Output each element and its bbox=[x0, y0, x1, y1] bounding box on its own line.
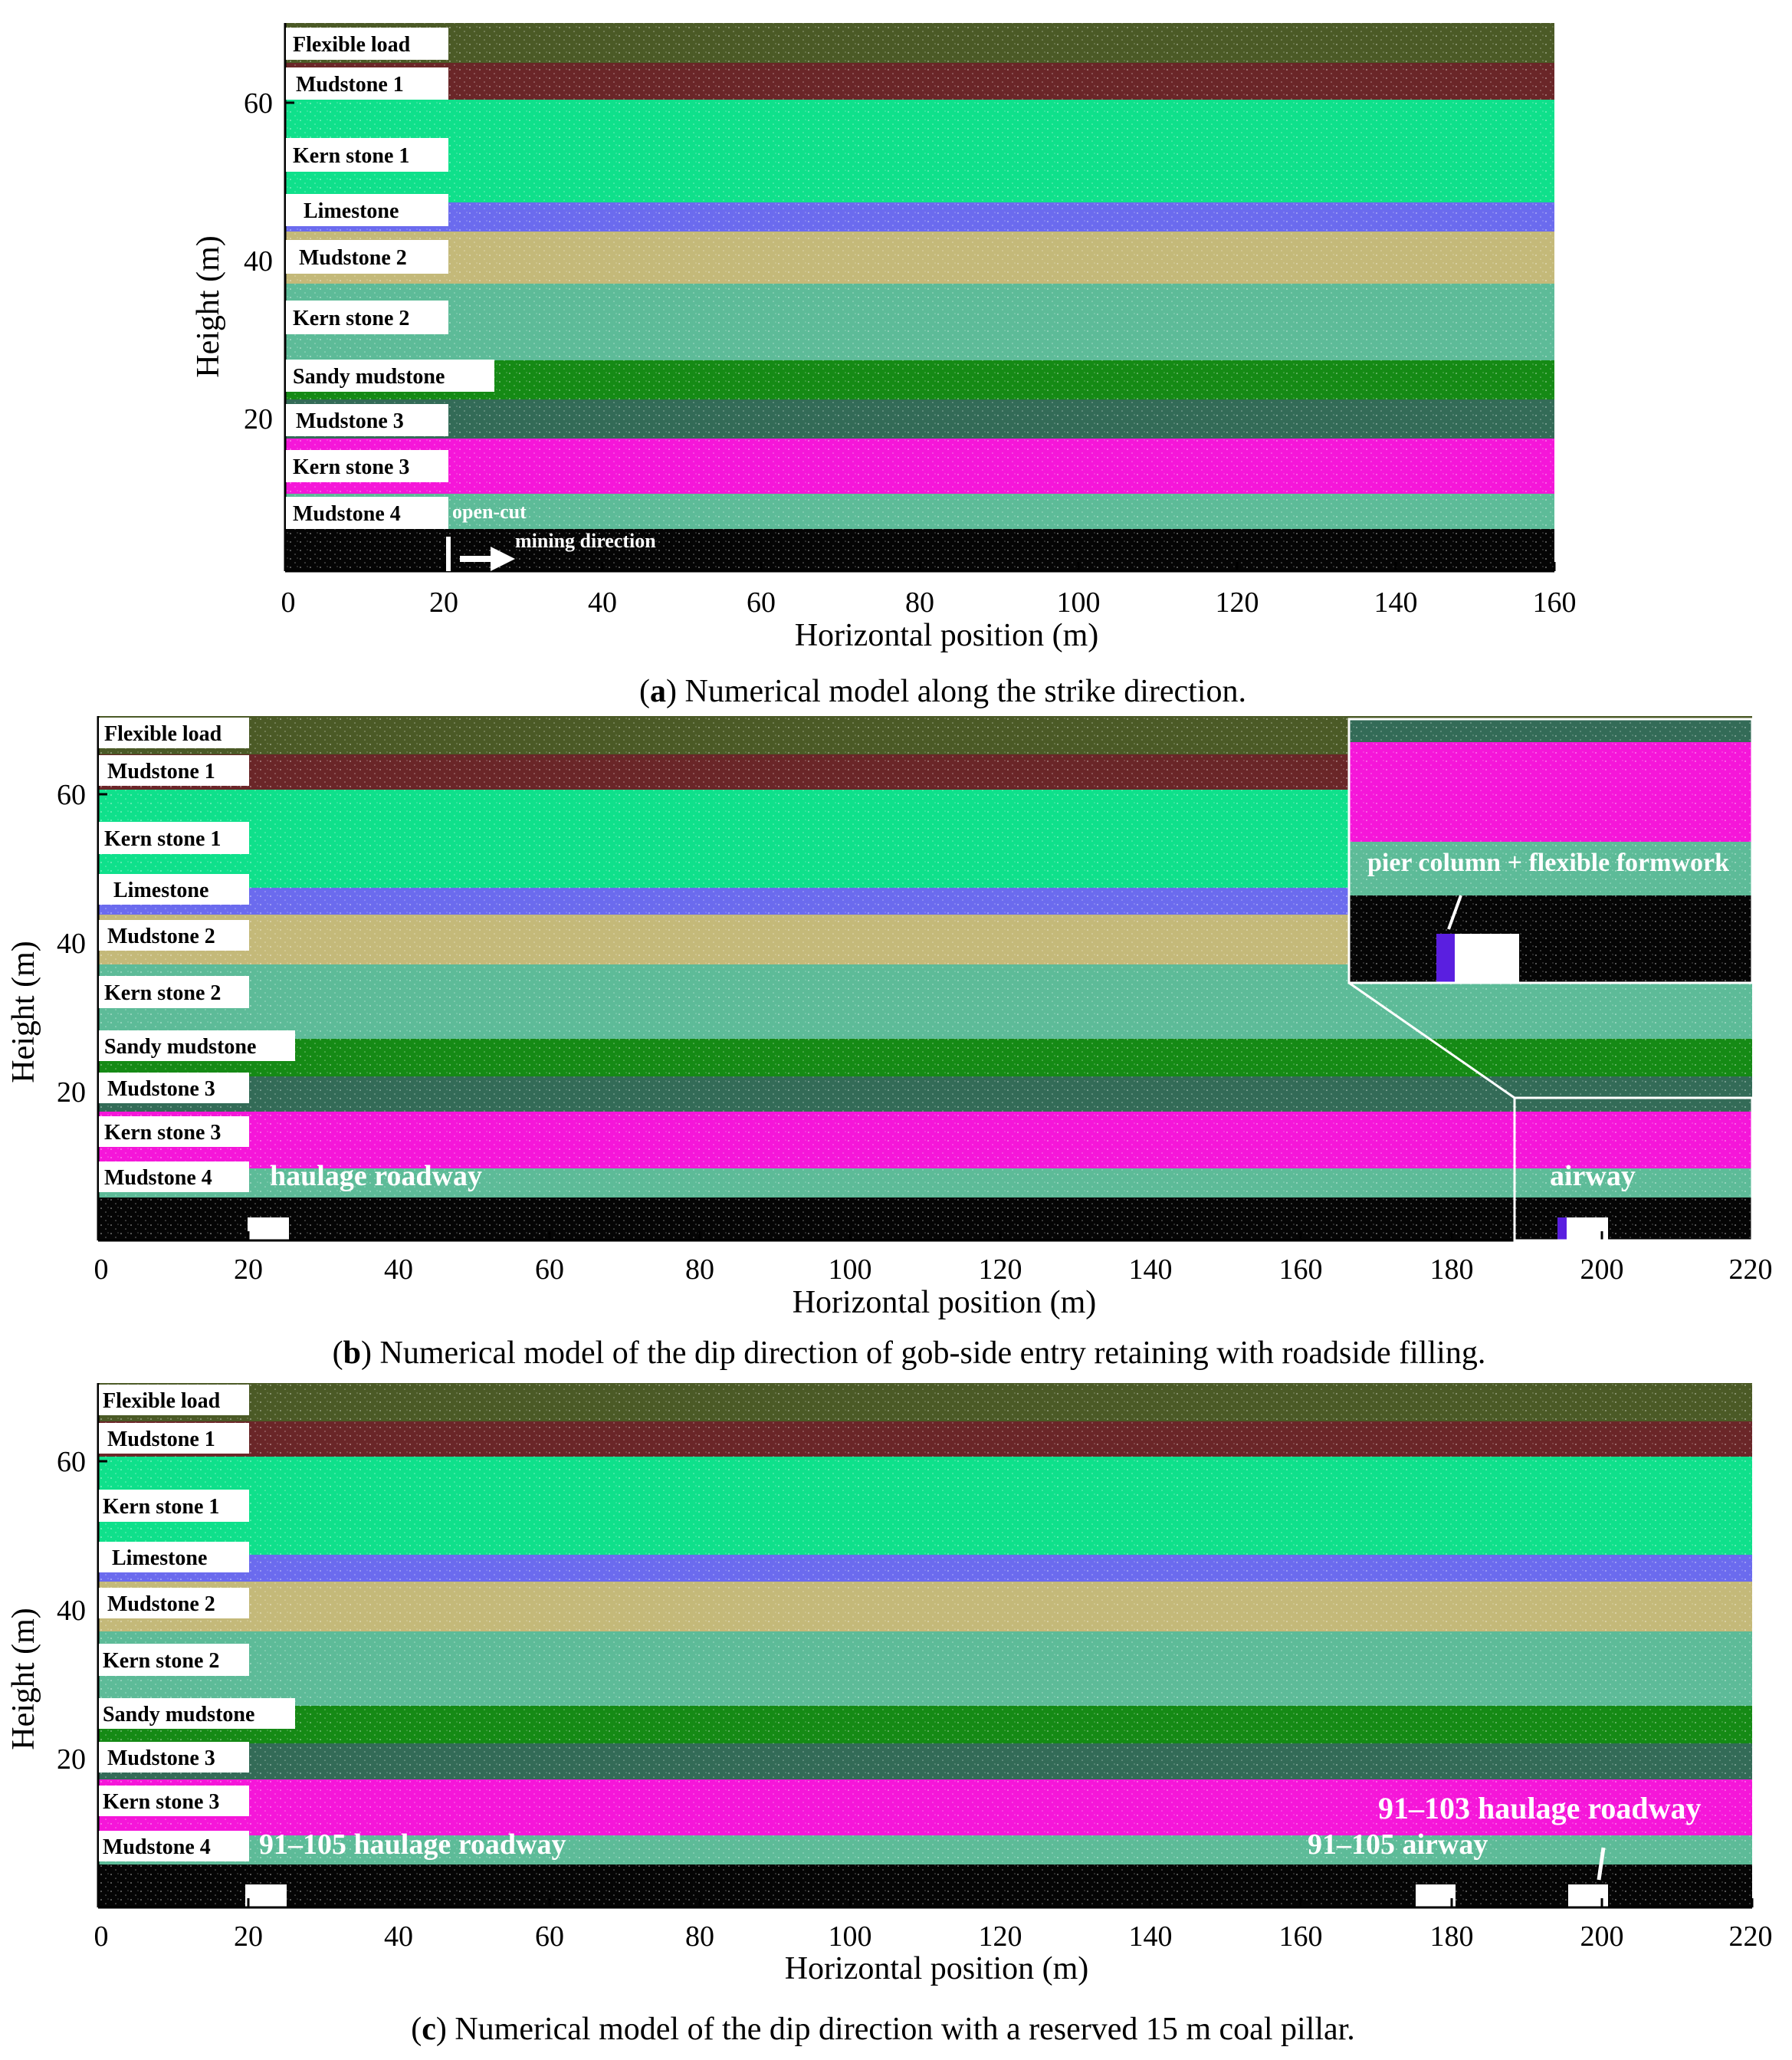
panel-b-y-tick-20: 20 bbox=[57, 1076, 86, 1109]
panel-b-label-flexible-load: Flexible load bbox=[104, 722, 222, 746]
panel-c-label-mudstone-2: Mudstone 2 bbox=[107, 1592, 215, 1616]
panel-c-91-105-airway-label: 91–105 airway bbox=[1308, 1828, 1488, 1861]
panel-b-x-tick-140: 140 bbox=[1128, 1253, 1173, 1286]
panel-a-y-tick-60: 60 bbox=[244, 87, 273, 120]
panel-a-label-mudstone-1: Mudstone 1 bbox=[296, 73, 404, 97]
panel-c-x-tick-100: 100 bbox=[828, 1920, 872, 1953]
panel-a-y-tick-40: 40 bbox=[244, 245, 273, 278]
panel-c-x-tick-140: 140 bbox=[1128, 1920, 1173, 1953]
panel-c-x-tick-80: 80 bbox=[685, 1920, 714, 1953]
panel-a-x-tick-80: 80 bbox=[905, 586, 934, 619]
panel-c-x-tick-180: 180 bbox=[1429, 1920, 1474, 1953]
panel-b-caption-letter: b bbox=[343, 1336, 362, 1371]
panel-c-x-axis-title: Horizontal position (m) bbox=[784, 1951, 1089, 1986]
panel-b-haulage-roadway-opening bbox=[248, 1217, 289, 1240]
panel-b-caption-text: Numerical model of the dip direction of gob-side entry retaining with roadside filling. bbox=[379, 1336, 1486, 1371]
panel-b bbox=[6, 716, 1773, 1371]
panel-c-y-tick-20: 20 bbox=[57, 1743, 86, 1776]
panel-b-label-mudstone-3: Mudstone 3 bbox=[107, 1077, 215, 1101]
panel-a-open-cut-marker bbox=[446, 537, 451, 571]
panel-a-caption: (a) Numerical model along the strike direction. bbox=[639, 674, 1246, 709]
panel-b-zoom-inset bbox=[1349, 719, 1752, 983]
panel-c-label-kern-stone-1: Kern stone 1 bbox=[103, 1495, 220, 1519]
panel-b-airway-label: airway bbox=[1550, 1160, 1636, 1192]
panel-b-x-axis-title: Horizontal position (m) bbox=[792, 1285, 1097, 1320]
panel-b-x-tick-60: 60 bbox=[535, 1253, 564, 1286]
panel-b-y-tick-40: 40 bbox=[57, 928, 86, 960]
panel-c-x-tick-120: 120 bbox=[978, 1920, 1022, 1953]
panel-c-x-tick-0: 0 bbox=[94, 1920, 109, 1953]
panel-a-x-tick-120: 120 bbox=[1215, 586, 1259, 619]
panel-c-caption-letter: c bbox=[422, 2012, 436, 2047]
panel-a-label-kern-stone-2: Kern stone 2 bbox=[293, 307, 410, 330]
panel-c-caption: (c) Numerical model of the dip direction with a reserved 15 m coal pillar. bbox=[411, 2012, 1355, 2047]
panel-c-label-kern-stone-3: Kern stone 3 bbox=[103, 1790, 220, 1814]
panel-c-x-tick-160: 160 bbox=[1278, 1920, 1323, 1953]
panel-b-y-axis-title: Height (m) bbox=[6, 941, 41, 1083]
panel-c-91-105-airway-opening bbox=[1416, 1884, 1456, 1907]
panel-a-grain-texture bbox=[285, 23, 1554, 571]
panel-b-label-kern-stone-2: Kern stone 2 bbox=[104, 981, 222, 1005]
panel-b-x-tick-40: 40 bbox=[384, 1253, 413, 1286]
panel-a-x-tick-160: 160 bbox=[1532, 586, 1577, 619]
panel-b-label-kern-stone-1: Kern stone 1 bbox=[104, 827, 222, 851]
panel-c-label-mudstone-4: Mudstone 4 bbox=[103, 1835, 211, 1859]
panel-b-x-tick-0: 0 bbox=[94, 1253, 109, 1286]
panel-a-x-tick-60: 60 bbox=[747, 586, 776, 619]
panel-b-x-tick-200: 200 bbox=[1580, 1253, 1624, 1286]
panel-a-x-tick-40: 40 bbox=[588, 586, 617, 619]
panel-a-x-axis-title: Horizontal position (m) bbox=[794, 618, 1099, 653]
panel-b-x-tick-160: 160 bbox=[1278, 1253, 1323, 1286]
panel-b-label-sandy-mudstone: Sandy mudstone bbox=[104, 1035, 257, 1059]
panel-a-y-axis-title: Height (m) bbox=[191, 235, 226, 378]
panel-b-label-mudstone-1: Mudstone 1 bbox=[107, 760, 215, 784]
panel-a-label-flexible-load: Flexible load bbox=[293, 33, 411, 57]
panel-a-open-cut-label: open-cut bbox=[452, 501, 527, 523]
panel-a-x-tick-20: 20 bbox=[429, 586, 458, 619]
panel-b-x-tick-80: 80 bbox=[685, 1253, 714, 1286]
panel-c-x-tick-labels bbox=[94, 1920, 1773, 1953]
panel-c-label-flexible-load: Flexible load bbox=[103, 1389, 221, 1413]
panel-a-label-mudstone-3: Mudstone 3 bbox=[296, 409, 404, 433]
panel-c-label-mudstone-3: Mudstone 3 bbox=[107, 1746, 215, 1770]
panel-b-x-tick-120: 120 bbox=[978, 1253, 1022, 1286]
panel-a bbox=[191, 23, 1577, 709]
panel-c-x-tick-40: 40 bbox=[384, 1920, 413, 1953]
panel-a-x-tick-100: 100 bbox=[1056, 586, 1101, 619]
inset-airway-opening bbox=[1455, 934, 1519, 983]
panel-b-x-tick-180: 180 bbox=[1429, 1253, 1474, 1286]
panel-b-caption: (b) Numerical model of the dip direction of gob-side entry retaining with roadside filling. bbox=[332, 1336, 1486, 1371]
panel-a-caption-letter: a bbox=[650, 674, 667, 709]
panel-a-label-kern-stone-3: Kern stone 3 bbox=[293, 455, 410, 479]
panel-b-y-tick-labels bbox=[57, 779, 86, 1109]
panel-c-caption-text: Numerical model of the dip direction with a reserved 15 m coal pillar. bbox=[455, 2012, 1355, 2047]
panel-c-91-103-haulage-roadway-label: 91–103 haulage roadway bbox=[1378, 1791, 1702, 1825]
panel-c-y-axis-title: Height (m) bbox=[6, 1608, 41, 1750]
panel-c-x-tick-20: 20 bbox=[234, 1920, 263, 1953]
panel-b-x-tick-20: 20 bbox=[234, 1253, 263, 1286]
panel-c bbox=[6, 1383, 1773, 2047]
panel-a-x-tick-140: 140 bbox=[1374, 586, 1418, 619]
panel-a-label-limestone: Limestone bbox=[304, 199, 399, 223]
panel-b-x-tick-labels bbox=[94, 1253, 1773, 1286]
inset-pier-column bbox=[1436, 934, 1455, 983]
panel-a-y-tick-20: 20 bbox=[244, 403, 273, 435]
panel-b-haulage-roadway-label: haulage roadway bbox=[270, 1160, 482, 1192]
panel-b-pier-column bbox=[1557, 1217, 1567, 1240]
panel-c-label-sandy-mudstone: Sandy mudstone bbox=[103, 1703, 255, 1727]
panel-c-y-tick-60: 60 bbox=[57, 1446, 86, 1478]
panel-c-x-tick-60: 60 bbox=[535, 1920, 564, 1953]
panel-c-91-105-haulage-roadway-opening bbox=[245, 1884, 287, 1907]
panel-a-label-sandy-mudstone: Sandy mudstone bbox=[293, 365, 445, 389]
panel-a-label-mudstone-4: Mudstone 4 bbox=[293, 502, 401, 526]
panel-a-label-kern-stone-1: Kern stone 1 bbox=[293, 144, 410, 168]
panel-b-y-tick-60: 60 bbox=[57, 779, 86, 811]
panel-c-label-kern-stone-2: Kern stone 2 bbox=[103, 1649, 220, 1673]
panel-a-x-tick-0: 0 bbox=[281, 586, 296, 619]
inset-pier-column-label: pier column + flexible formwork bbox=[1367, 849, 1730, 877]
panel-b-label-mudstone-2: Mudstone 2 bbox=[107, 925, 215, 948]
panel-a-caption-text: Numerical model along the strike direction. bbox=[684, 674, 1246, 709]
panel-c-x-tick-220: 220 bbox=[1728, 1920, 1773, 1953]
panel-a-mining-direction-label: mining direction bbox=[515, 530, 656, 552]
panel-b-label-limestone: Limestone bbox=[113, 879, 209, 902]
panel-b-x-tick-100: 100 bbox=[828, 1253, 872, 1286]
panel-b-label-mudstone-4: Mudstone 4 bbox=[104, 1166, 212, 1190]
panel-c-x-tick-200: 200 bbox=[1580, 1920, 1624, 1953]
panel-c-91-105-haulage-roadway-label: 91–105 haulage roadway bbox=[259, 1828, 566, 1861]
panel-a-y-tick-labels bbox=[244, 87, 273, 435]
panel-b-label-kern-stone-3: Kern stone 3 bbox=[104, 1121, 222, 1145]
panel-c-label-mudstone-1: Mudstone 1 bbox=[107, 1428, 215, 1451]
panel-c-y-tick-labels bbox=[57, 1446, 86, 1776]
panel-c-y-tick-40: 40 bbox=[57, 1595, 86, 1627]
panel-c-label-limestone: Limestone bbox=[112, 1546, 208, 1570]
panel-a-x-tick-labels bbox=[281, 586, 1577, 619]
panel-a-label-mudstone-2: Mudstone 2 bbox=[299, 246, 407, 270]
panel-b-x-tick-220: 220 bbox=[1728, 1253, 1773, 1286]
